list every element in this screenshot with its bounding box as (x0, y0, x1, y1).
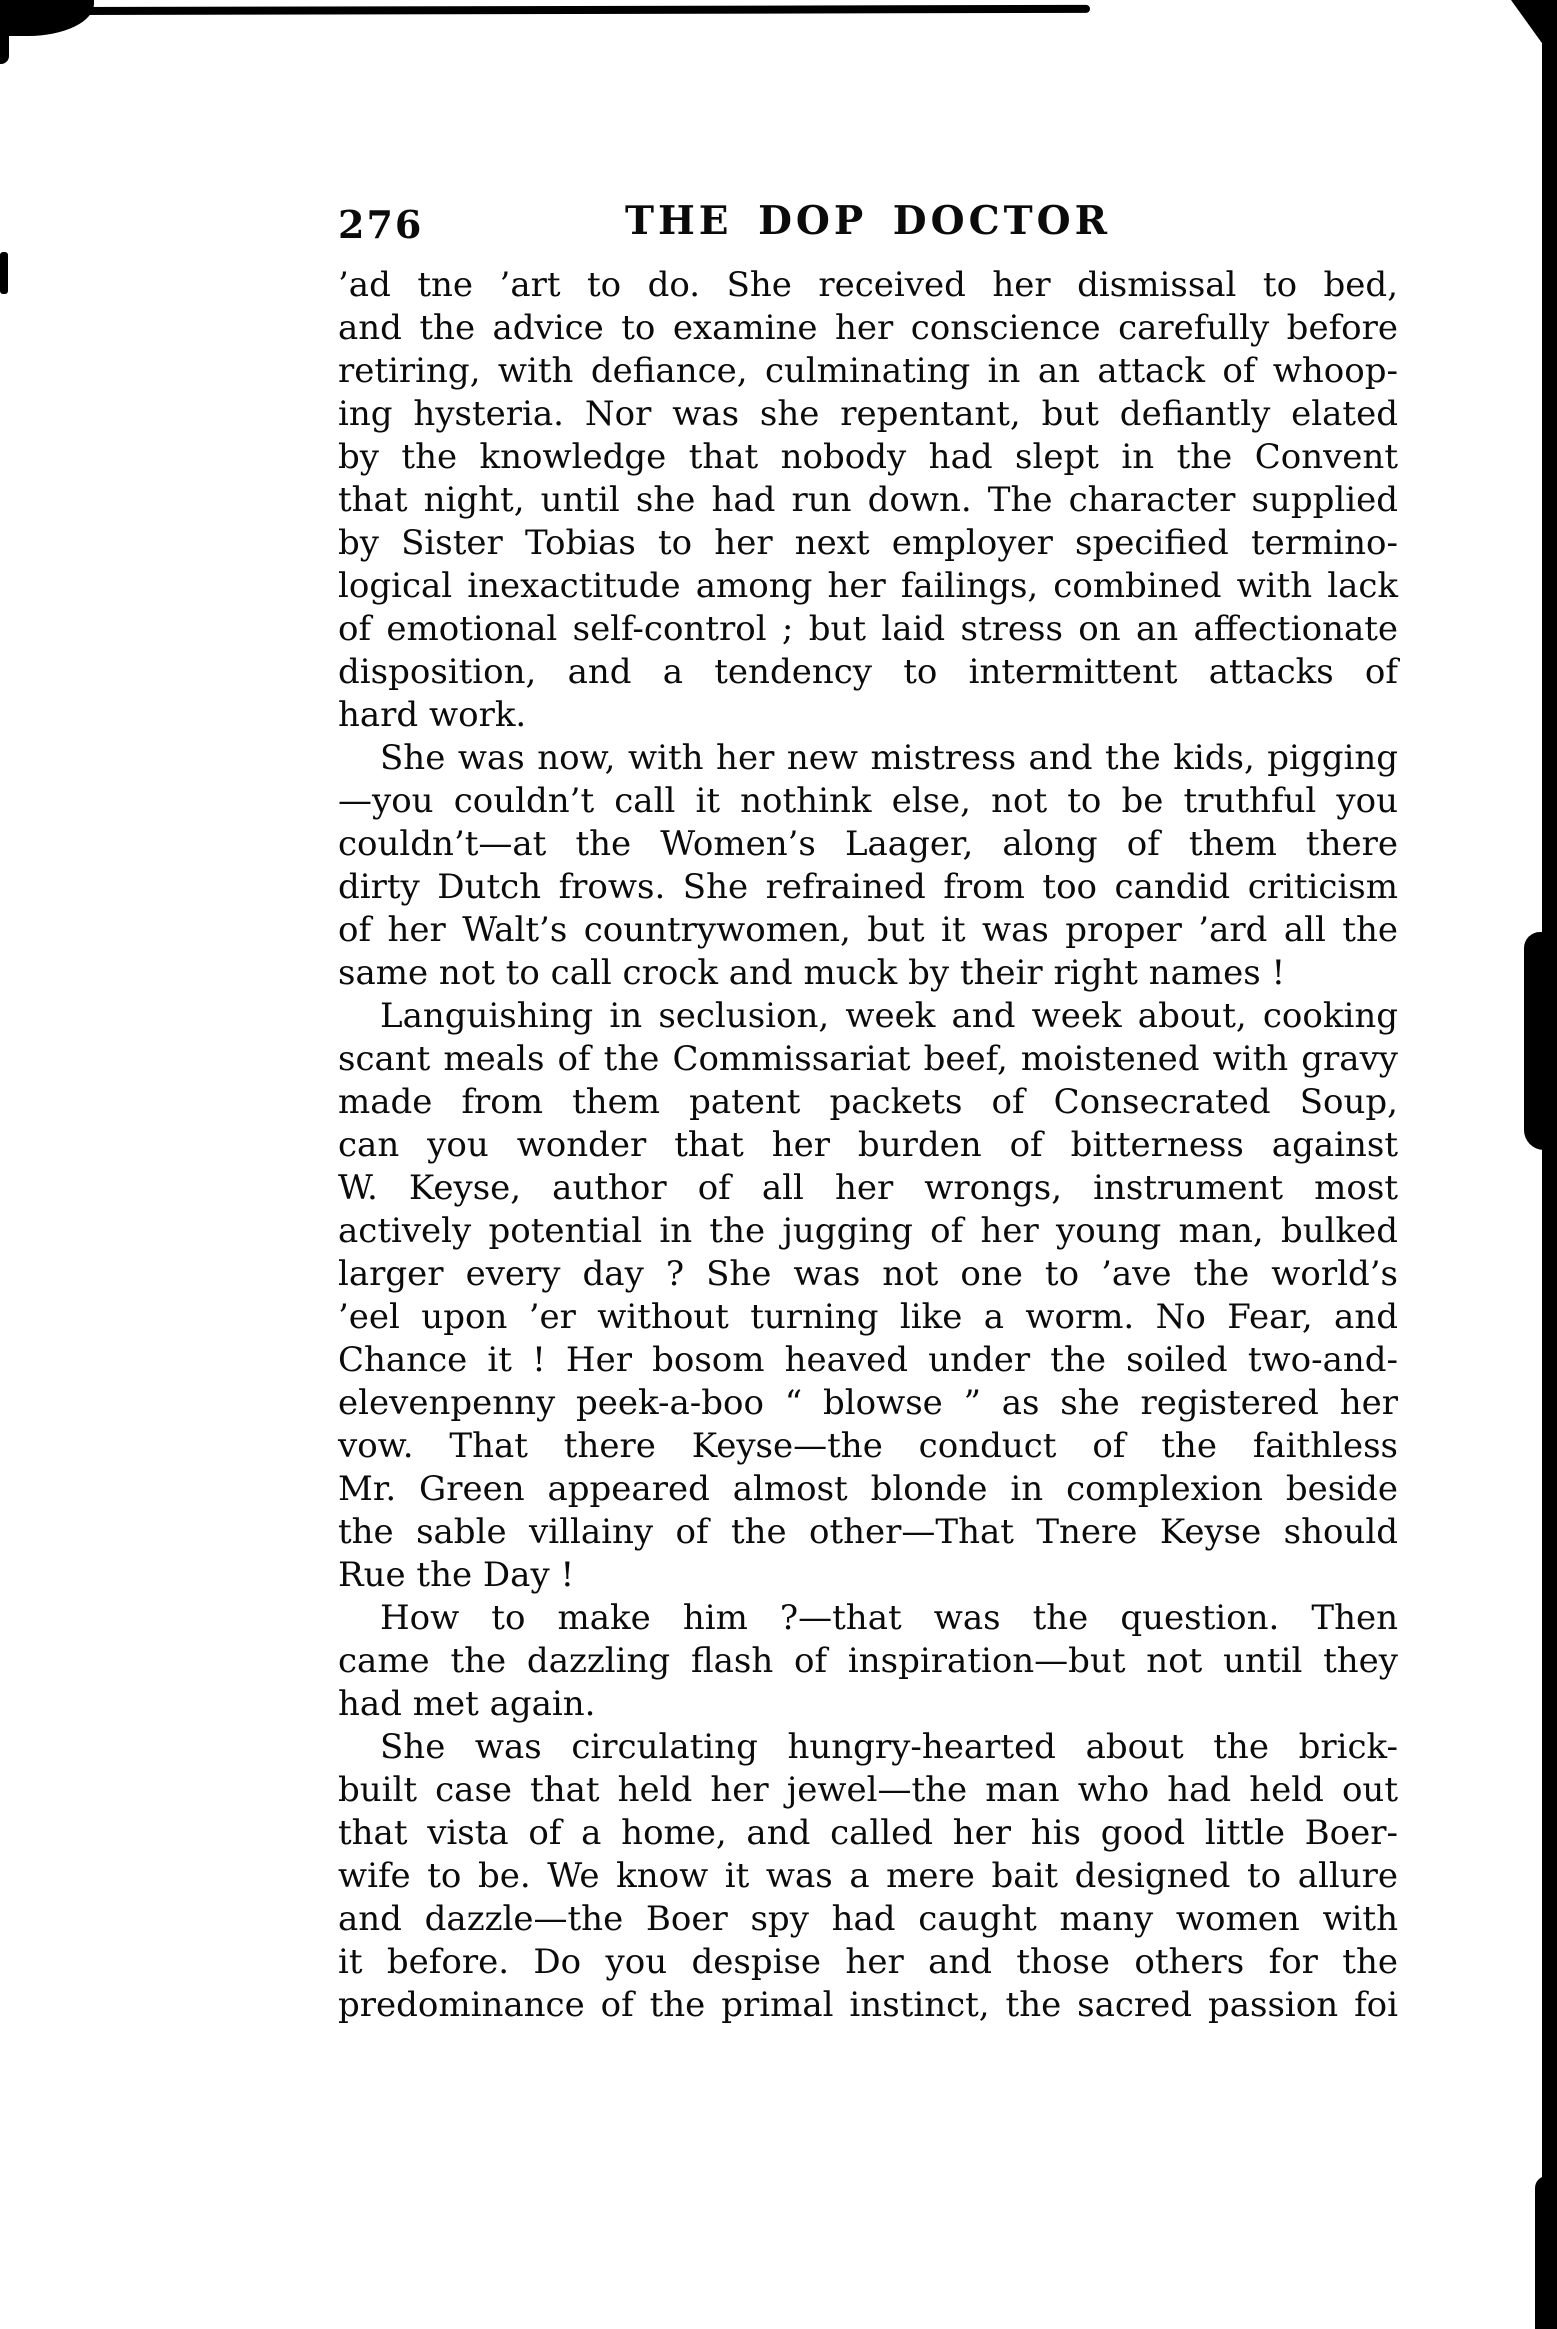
paragraph (338, 1726, 1398, 2027)
text-line: ’ad tne ’art to do. She received her dismissal to bed, (338, 265, 1398, 305)
text-line: hard work. (338, 695, 527, 735)
paragraph (338, 264, 1398, 737)
page-number: 276 (338, 202, 424, 247)
scan-artifact-right-bump-2 (1535, 2176, 1557, 2329)
text-line: came the dazzling flash of inspiration—but not until they (338, 1641, 1398, 1681)
text-line: by Sister Tobias to her next employer specified termino- (338, 523, 1398, 563)
text-line: W. Keyse, author of all her wrongs, instrument most (338, 1168, 1398, 1208)
text-line: it before. Do you despise her and those others for the (338, 1942, 1398, 1982)
text-line: vow. That there Keyse—the conduct of the faithless (338, 1426, 1398, 1466)
text-line: She was circulating hungry-hearted about the brick- (380, 1727, 1398, 1767)
text-line: actively potential in the jugging of her young man, bulked (338, 1211, 1398, 1251)
text-line: same not to call crock and muck by their right names ! (338, 953, 1286, 993)
text-line: Rue the Day ! (338, 1555, 575, 1595)
page-text (338, 264, 1398, 2027)
text-line: built case that held her jewel—the man who had held out (338, 1770, 1398, 1810)
scan-artifact-left-tick (0, 252, 8, 294)
text-line: can you wonder that her burden of bitterness against (338, 1125, 1398, 1165)
text-line: retiring, with defiance, culminating in an attack of whoop- (338, 351, 1398, 391)
paragraph (338, 1597, 1398, 1726)
text-line: of emotional self-control ; but laid stress on an affectionate (338, 609, 1398, 649)
text-line: by the knowledge that nobody had slept in the Convent (338, 437, 1398, 477)
text-line: Mr. Green appeared almost blonde in complexion beside (338, 1469, 1398, 1509)
text-line: of her Walt’s countrywomen, but it was proper ’ard all the (338, 910, 1398, 950)
scan-artifact-left-edge (0, 0, 9, 64)
text-line: dirty Dutch frows. She refrained from too candid criticism (338, 867, 1398, 907)
text-line: wife to be. We know it was a mere bait designed to allure (338, 1856, 1398, 1896)
text-line: elevenpenny peek-a-boo “ blowse ” as she registered her (338, 1383, 1398, 1423)
text-line: ’eel upon ’er without turning like a worm. No Fear, and (338, 1297, 1398, 1337)
text-line: and the advice to examine her conscience carefully before (338, 308, 1398, 348)
text-line: the sable villainy of the other—That Tnere Keyse should (338, 1512, 1398, 1552)
scan-artifact-right-bump (1524, 932, 1557, 1150)
text-line: that night, until she had run down. The character supplied (338, 480, 1398, 520)
text-line: larger every day ? She was not one to ’ave the world’s (338, 1254, 1398, 1294)
text-line: scant meals of the Commissariat beef, moistened with gravy (338, 1039, 1398, 1079)
text-line: disposition, and a tendency to intermittent attacks of (338, 652, 1398, 692)
text-line: How to make him ?—that was the question. Then (380, 1598, 1398, 1638)
paragraph (338, 995, 1398, 1597)
text-line: made from them patent packets of Consecrated Soup, (338, 1082, 1398, 1122)
scan-artifact-top-left (0, 0, 94, 36)
text-line: logical inexactitude among her failings, combined with lack (338, 566, 1398, 606)
text-line: couldn’t—at the Women’s Laager, along of them there (338, 824, 1398, 864)
text-line: that vista of a home, and called her his good little Boer- (338, 1813, 1398, 1853)
running-title: THE DOP DOCTOR (624, 198, 1112, 244)
text-line: predominance of the primal instinct, the sacred passion foi (338, 1985, 1398, 2025)
text-line: She was now, with her new mistress and the kids, pigging (380, 738, 1398, 778)
text-line: had met again. (338, 1684, 596, 1724)
scan-artifact-right-bar (1542, 0, 1557, 2329)
paragraph (338, 737, 1398, 995)
text-line: Chance it ! Her bosom heaved under the soiled two-and- (338, 1340, 1398, 1380)
scan-artifact-top-line (28, 5, 1090, 15)
text-line: ing hysteria. Nor was she repentant, but defiantly elated (338, 394, 1398, 434)
text-line: Languishing in seclusion, week and week about, cooking (380, 996, 1398, 1036)
text-line: —you couldn’t call it nothink else, not to be truthful you (338, 781, 1398, 821)
running-head (338, 198, 1398, 250)
text-line: and dazzle—the Boer spy had caught many women with (338, 1899, 1398, 1939)
